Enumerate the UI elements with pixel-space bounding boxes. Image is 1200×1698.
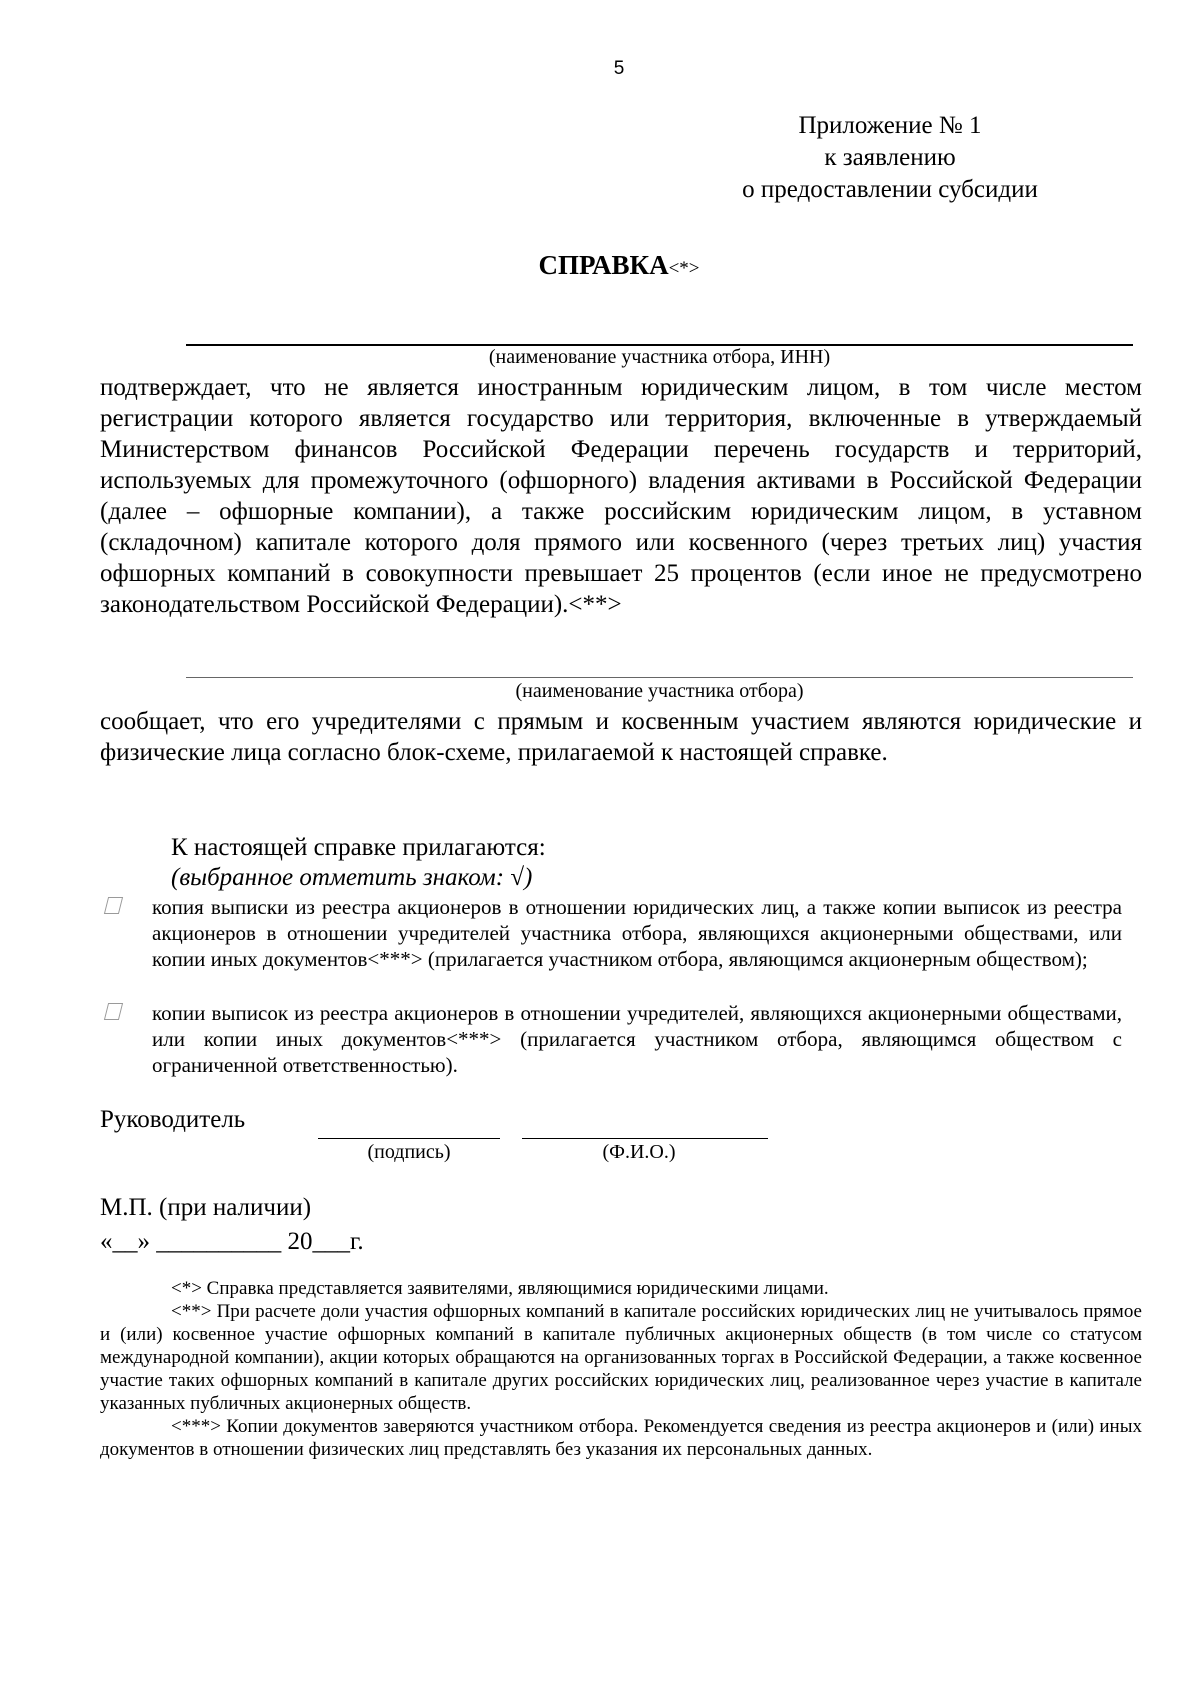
name-line xyxy=(522,1138,768,1139)
confirmation-paragraph: подтверждает, что не является иностранным юридическим лицом, в том числе местом регистрации которого является государство или территория, включенные в утверждаемый Министерством финансов Российской Федерации перечень государств и территорий, используемых для промежуточного (офшорного) владения активами в Российской Федерации (далее – офшорные компании), а также российским юридическим лицом, в уставном (складочном) капитале которого доля прямого или косвенного (через третьих лиц) участия офшорных компаний в совокупности превышает 25 процентов (если иное не предусмотрено законодательством Российской Федерации).<**> xyxy=(100,374,1142,618)
attachments-heading: К настоящей справке прилагаются: xyxy=(171,834,546,861)
stamp-label: М.П. (при наличии) xyxy=(100,1194,312,1221)
checkbox[interactable] xyxy=(104,897,123,914)
signature-caption: (подпись) xyxy=(367,1141,451,1163)
appendix-header xyxy=(680,110,1100,206)
date-line: «__» __________ 20___г. xyxy=(100,1228,364,1255)
participant-inn-caption: (наименование участника отбора, ИНН) xyxy=(488,346,831,368)
participant-name-caption: (наименование участника отбора) xyxy=(515,680,804,702)
attachment-item-text: копии выписок из реестра акционеров в отношении учредителей, являющихся акционерными обществами, или копии иных документов<***> (прилагается участником отбора, являющимся обществом с ограниченной ответственностью). xyxy=(152,1001,1122,1077)
attachments-note: (выбранное отметить знаком: √) xyxy=(171,864,533,891)
name-caption: (Ф.И.О.) xyxy=(602,1141,676,1163)
attachment-item xyxy=(106,894,1122,972)
document-title xyxy=(0,250,1200,281)
footnote-2: <**> При расчете доли участия офшорных компаний в капитале российских юридических лиц не учитывалось прямое и (или) косвенное участие офшорных компаний в капитале публичных акционерных обществ (в том числе со статусом международной компании), акции которых обращаются на организованных торгах в Российской Федерации, а также косвенное участие таких офшорных компаний в капитале других российских юридических лиц, реализованное через участие в капитале указанных публичных акционерных обществ. xyxy=(100,1301,1142,1414)
footnote-1: <*> Справка представляется заявителями, являющимися юридическими лицами. xyxy=(171,1278,829,1299)
participant-name-line xyxy=(186,677,1133,678)
appendix-line-3: о предоставлении субсидии xyxy=(742,176,1038,203)
signature-line xyxy=(318,1138,500,1139)
appendix-line-1: Приложение № 1 xyxy=(798,112,982,139)
checkbox[interactable] xyxy=(104,1003,123,1020)
founders-paragraph: сообщает, что его учредителями с прямым и косвенным участием являются юридические и физические лица согласно блок-схеме, прилагаемой к настоящей справке. xyxy=(100,708,1142,766)
footnote-3: <***> Копии документов заверяются участником отбора. Рекомендуется сведения из реестра акционеров и (или) иных документов в отношении физических лиц представлять без указания их персональных данных. xyxy=(100,1416,1142,1460)
footnotes xyxy=(100,1277,1142,1461)
page-number: 5 xyxy=(613,58,625,79)
appendix-line-2: к заявлению xyxy=(824,144,956,171)
attachment-item xyxy=(106,1000,1122,1078)
attachment-item-text: копия выписки из реестра акционеров в отношении юридических лиц, а также копии выписок из реестра акционеров в отношении учредителей участника отбора, являющихся акционерными обществами, или копии иных документов<***> (прилагается участником отбора, являющимся акционерным обществом); xyxy=(152,895,1122,971)
title-footnote-mark: <*> xyxy=(668,258,700,279)
head-label: Руководитель xyxy=(100,1106,246,1133)
title-text: СПРАВКА xyxy=(538,250,669,280)
